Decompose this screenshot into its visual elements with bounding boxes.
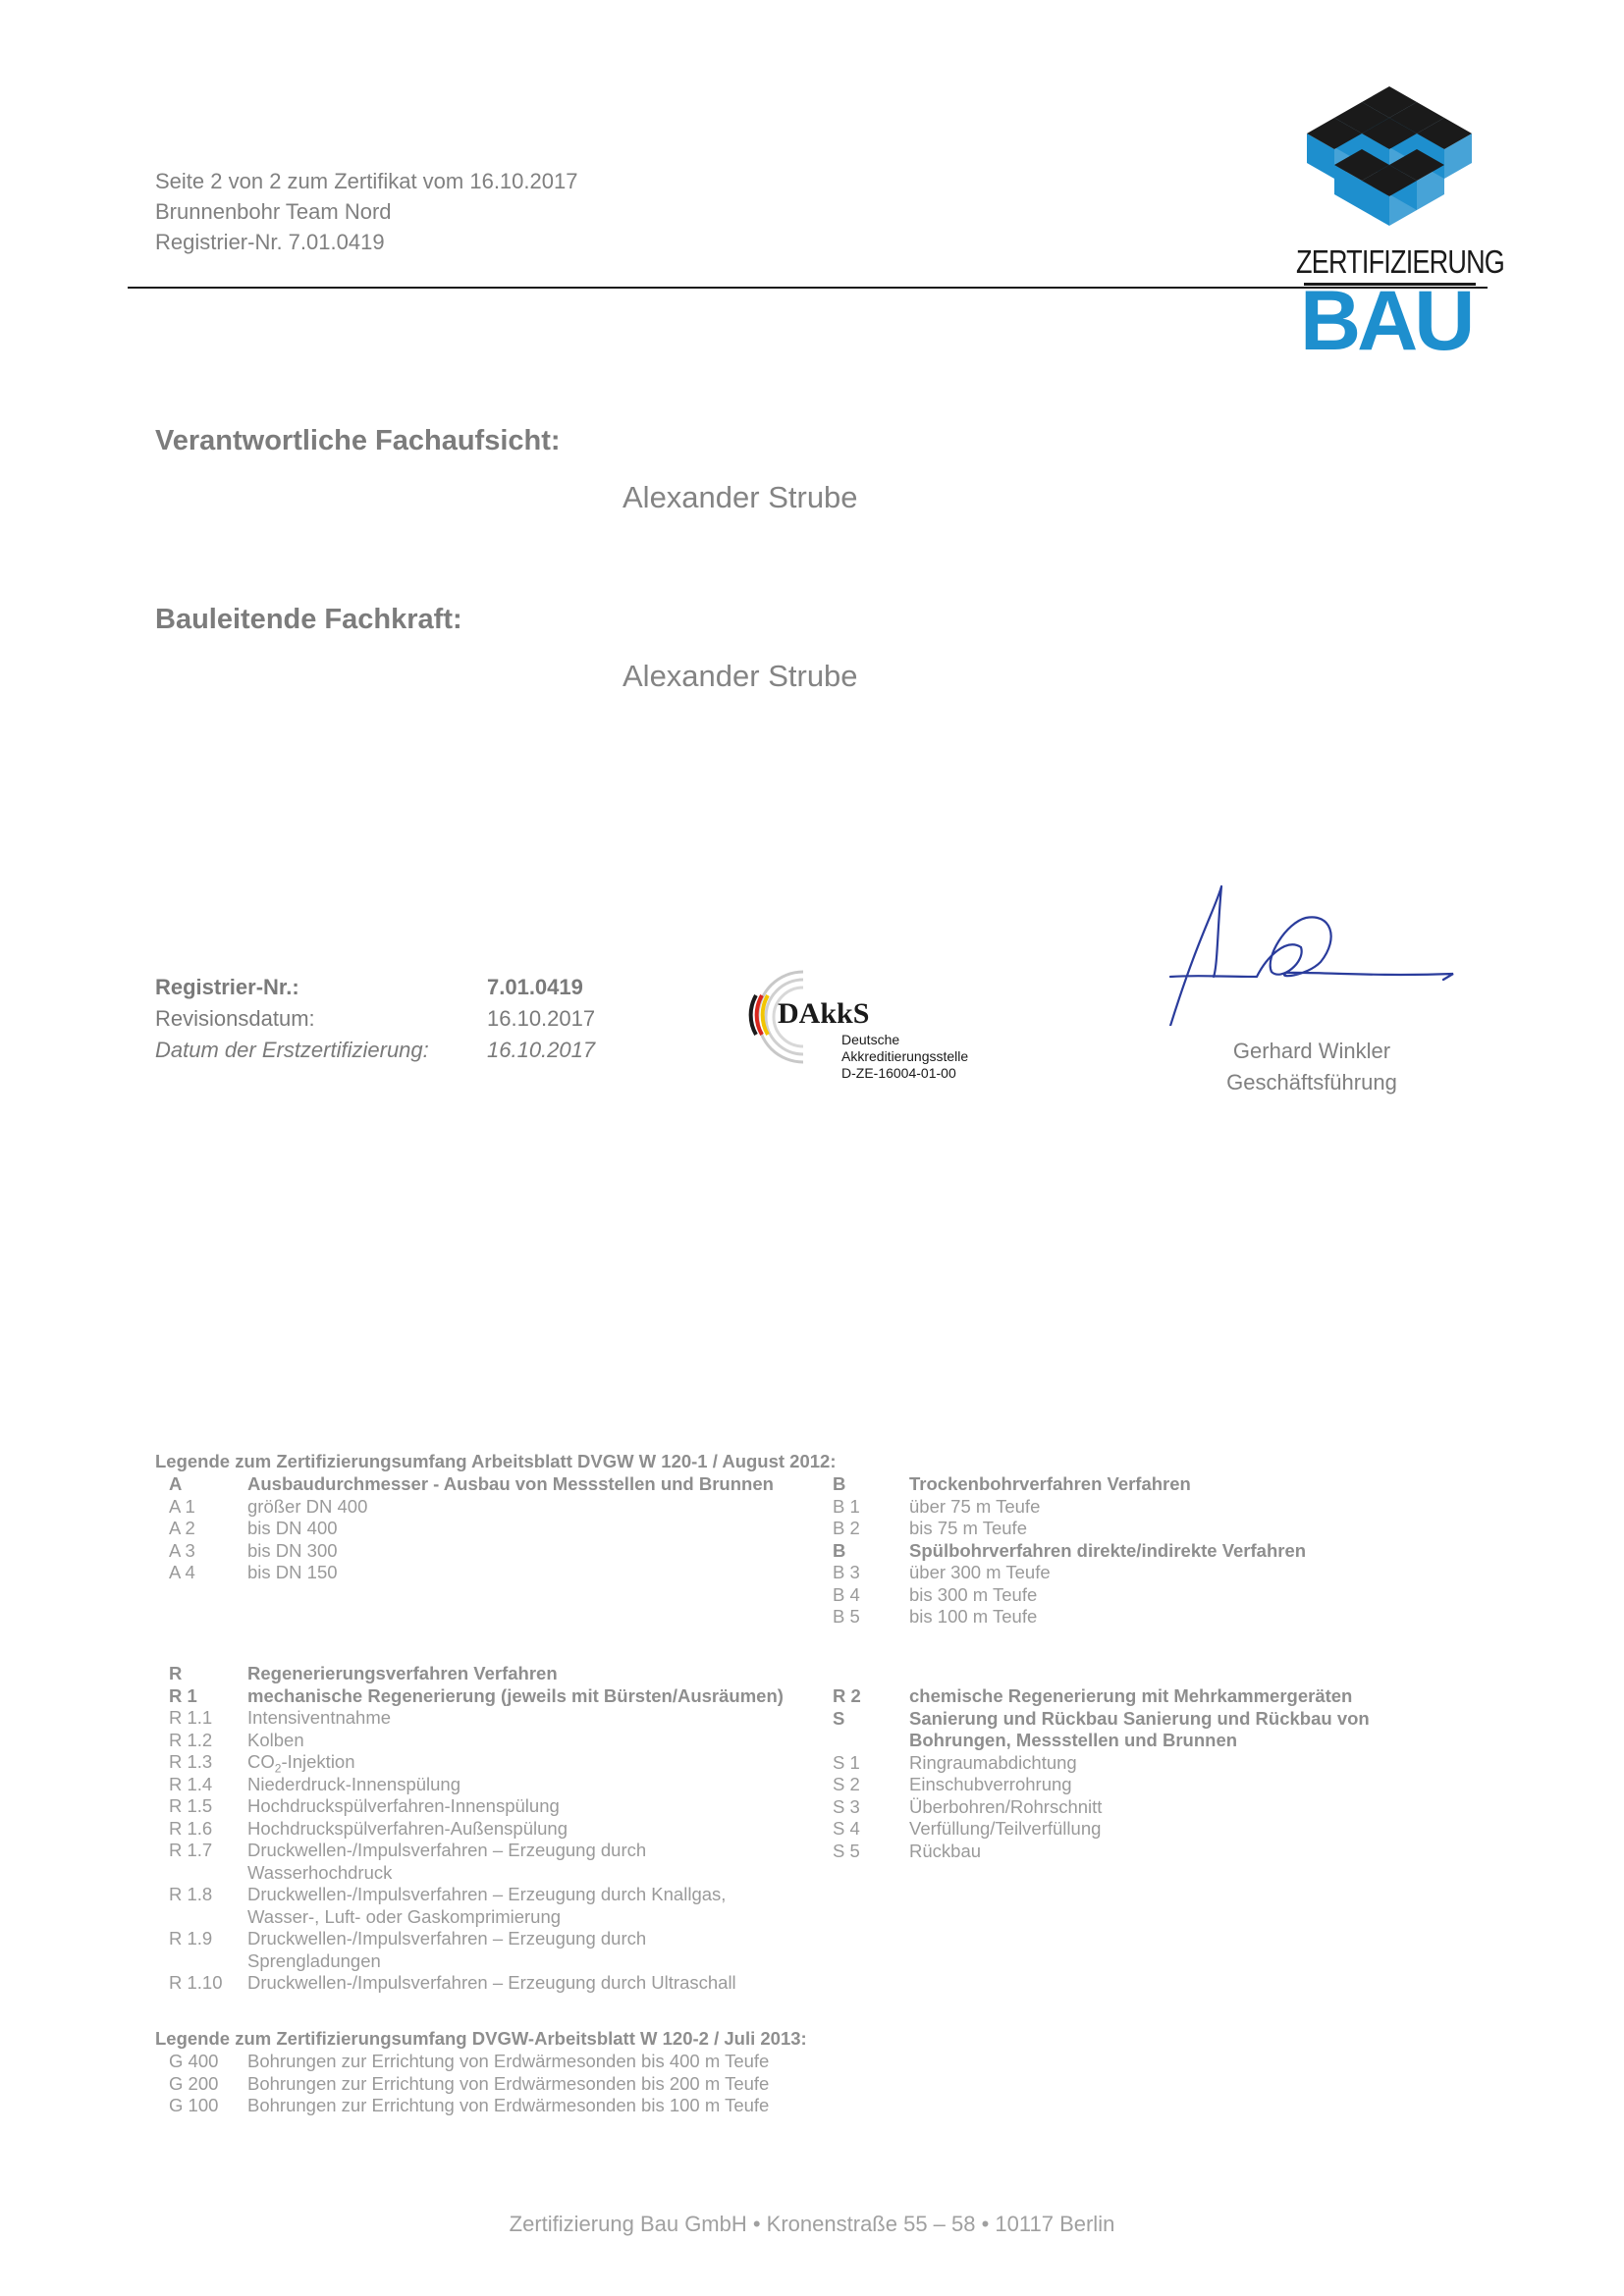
signatory-name: Gerhard Winkler (1232, 1039, 1391, 1063)
legend-item (169, 1795, 856, 1818)
legend-item-text: Ausbaudurchmesser - Ausbau von Messstellen und Brunnen (247, 1473, 774, 1494)
legend-item-text: Bohrungen zur Errichtung von Erdwärmesonden bis 200 m Teufe (247, 2072, 770, 2094)
legend-item-code: B 2 (833, 1518, 860, 1538)
legend-item-text: Sprengladungen (247, 1949, 381, 1971)
legend-item (169, 1496, 856, 1519)
legend-2-list (169, 2051, 1053, 2117)
legend-item (833, 1752, 1422, 1775)
legend-item-text: Bohrungen zur Errichtung von Erdwärmesonden bis 400 m Teufe (247, 2051, 770, 2071)
legend-item (833, 1518, 1422, 1540)
fachaufsicht-label: Verantwortliche Fachaufsicht: (155, 425, 561, 456)
header-company: Brunnenbohr Team Nord (155, 199, 392, 224)
dakks-title: DAkkS (778, 997, 870, 1030)
legend-item (833, 1606, 1422, 1629)
legend-item-text: $CO_2$-Injektion (247, 1751, 355, 1776)
legend-item-code: S 5 (833, 1840, 860, 1861)
legend-item-text: bis DN 150 (247, 1562, 338, 1582)
dakks-line2: Akkreditierungsstelle (841, 1048, 969, 1064)
fachaufsicht-name: Alexander Strube (623, 480, 858, 514)
legend-item-text: bis DN 300 (247, 1539, 338, 1561)
legend-item (169, 2073, 1053, 2096)
legend-item-text: mechanische Regenerierung (jeweils mit Bürsten/Ausräumen) (247, 1684, 784, 1706)
legend-item (833, 1562, 1422, 1584)
legend-item (169, 2051, 1053, 2073)
legend-item-code: S (833, 1707, 845, 1729)
legend-item-code: G 400 (169, 2051, 219, 2071)
legend-item-text: Einschubverrohrung (909, 1774, 1072, 1794)
legend-item-text: Druckwellen-/Impulsverfahren – Erzeugung durch (247, 1928, 647, 1949)
legend-item (833, 1708, 1422, 1731)
legend-item-text: Bohrungen zur Errichtung von Erdwärmesonden bis 100 m Teufe (247, 2095, 770, 2115)
legend-item-code: A 2 (169, 1518, 195, 1538)
header-page-info: Seite 2 von 2 zum Zertifikat vom 16.10.2017 (155, 169, 578, 193)
legend-item-text: chemische Regenerierung mit Mehrkammergeräten (909, 1685, 1353, 1706)
legend-1-right-list (833, 1473, 1422, 1629)
legend-1-regeneration-list (169, 1663, 856, 1995)
zertifizierung-bau-logo (1296, 84, 1505, 369)
dakks-line1: Deutsche (841, 1032, 900, 1047)
legend-item-text: Niederdruck-Innenspülung (247, 1773, 460, 1794)
legend-item-text: Bohrungen, Messstellen und Brunnen (909, 1730, 1238, 1750)
legend-item-code: R 1.2 (169, 1729, 213, 1750)
legend-item-code: A 3 (169, 1539, 195, 1561)
legend-item-text: Trockenbohrverfahren Verfahren (909, 1473, 1191, 1494)
legend-item (169, 1928, 856, 1950)
legend-item (169, 1730, 856, 1752)
registration-value: 7.01.0419 (487, 975, 583, 999)
registration-label: Registrier-Nr.: (155, 975, 299, 999)
legend-item-code: S 2 (833, 1774, 860, 1794)
legend-w120-2 (155, 2028, 1432, 2126)
legend-item (169, 1862, 856, 1885)
revision-date-label: Revisionsdatum: (155, 1006, 315, 1031)
legend-item (169, 1540, 856, 1563)
handwritten-signature (1159, 879, 1463, 1026)
legend-item-code: B 4 (833, 1583, 860, 1605)
signatory-role: Geschäftsführung (1226, 1070, 1397, 1095)
legend-item-text: Verfüllung/Teilverfüllung (909, 1818, 1102, 1839)
legend-item-code: R 1.10 (169, 1972, 223, 1993)
legend-item (833, 1496, 1422, 1519)
first-certification-label: Datum der Erstzertifizierung: (155, 1038, 429, 1062)
legend-item-text: Überbohren/Rohrschnitt (909, 1795, 1103, 1817)
legend-item-text: Regenerierungsverfahren Verfahren (247, 1663, 558, 1683)
legend-item-code: S 3 (833, 1795, 860, 1817)
legend-item (169, 2095, 1053, 2117)
legend-item-code: B (833, 1539, 846, 1561)
legend-item (169, 1473, 856, 1496)
legend-2-title: Legende zum Zertifizierungsumfang DVGW-Arbeitsblatt W 120-2 / Juli 2013: (155, 2028, 807, 2049)
legend-item-code: R 1.5 (169, 1795, 213, 1816)
legend-item-text: bis 75 m Teufe (909, 1518, 1027, 1538)
legend-item-code: B 3 (833, 1562, 860, 1582)
legend-item (169, 1562, 856, 1584)
legend-item-text: Kolben (247, 1729, 304, 1750)
legend-item-code: R 1.8 (169, 1884, 213, 1904)
legend-item (833, 1841, 1422, 1863)
legend-item (169, 1906, 856, 1929)
header-rule (128, 287, 1488, 289)
legend-item-text: größer DN 400 (247, 1495, 368, 1517)
legend-item (169, 1884, 856, 1906)
legend-item (833, 1796, 1422, 1819)
legend-item-code: R (169, 1663, 183, 1683)
legend-item-text: Rückbau (909, 1840, 982, 1861)
legend-item (833, 1685, 1422, 1708)
legend-item-code: G 100 (169, 2095, 219, 2115)
legend-1-title: Legende zum Zertifizierungsumfang Arbeitsblatt DVGW W 120-1 / August 2012: (155, 1451, 837, 1471)
legend-w120-1 (155, 1451, 1432, 2001)
legend-item-code: R 2 (833, 1685, 861, 1706)
legend-item-code: A (169, 1473, 183, 1494)
legend-item-code: R 1.9 (169, 1928, 213, 1949)
legend-item (833, 1774, 1422, 1796)
legend-item (169, 1751, 856, 1774)
legend-item (833, 1730, 1422, 1752)
dakks-logo (746, 966, 1001, 1084)
legend-item-text: Wasser-, Luft- oder Gaskomprimierung (247, 1905, 562, 1927)
legend-item (169, 1972, 856, 1995)
legend-item-code: R 1.4 (169, 1773, 213, 1794)
legend-item-text: über 75 m Teufe (909, 1495, 1041, 1517)
legend-item-code: S 1 (833, 1751, 860, 1773)
legend-item (169, 1774, 856, 1796)
legend-item-text: Sanierung und Rückbau Sanierung und Rückbau von (909, 1707, 1370, 1729)
legend-item-code: R 1.3 (169, 1751, 213, 1772)
legend-item-code: R 1 (169, 1684, 197, 1706)
legend-1-left-list (169, 1473, 856, 1584)
legend-item (833, 1473, 1422, 1496)
legend-item-text: Intensiventnahme (247, 1707, 392, 1728)
legend-item (169, 1840, 856, 1862)
legend-item-code: R 1.6 (169, 1817, 213, 1839)
legend-item (833, 1540, 1422, 1563)
legend-item-text: Druckwellen-/Impulsverfahren – Erzeugung durch Ultraschall (247, 1972, 736, 1993)
legend-item (833, 1818, 1422, 1841)
legend-item (169, 1518, 856, 1540)
dakks-line3: D-ZE-16004-01-00 (841, 1065, 956, 1081)
legend-1-sanierung-list (833, 1685, 1422, 1862)
legend-item (169, 1663, 856, 1685)
revision-date-value: 16.10.2017 (487, 1006, 596, 1031)
bauleitung-name: Alexander Strube (623, 659, 858, 693)
legend-item-code: B (833, 1473, 846, 1494)
legend-item-text: Ringraumabdichtung (909, 1751, 1077, 1773)
legend-item-code: B 1 (833, 1495, 860, 1517)
legend-item-text: Hochdruckspülverfahren-Außenspülung (247, 1817, 568, 1839)
legend-item-code: R 1.7 (169, 1840, 213, 1860)
legend-item-text: Druckwellen-/Impulsverfahren – Erzeugung durch Knallgas, (247, 1884, 727, 1904)
legend-item-text: Spülbohrverfahren direkte/indirekte Verfahren (909, 1539, 1307, 1561)
footer-address: Zertifizierung Bau GmbH • Kronenstraße 55 – 58 • 10117 Berlin (509, 2212, 1115, 2236)
first-certification-value: 16.10.2017 (487, 1038, 596, 1062)
legend-item-text: über 300 m Teufe (909, 1562, 1051, 1582)
legend-item (169, 1950, 856, 1973)
legend-item-code: S 4 (833, 1818, 860, 1839)
legend-item-code: A 1 (169, 1495, 195, 1517)
legend-item (169, 1685, 856, 1708)
legend-item-text: bis 100 m Teufe (909, 1606, 1038, 1627)
logo-word-zertifizierung: ZERTIFIZIERUNG (1296, 243, 1505, 280)
legend-item-code: A 4 (169, 1562, 195, 1582)
legend-item-code: B 5 (833, 1606, 860, 1627)
cube-pattern-icon (1296, 84, 1483, 256)
legend-item (833, 1584, 1422, 1607)
legend-item-text: Wasserhochdruck (247, 1861, 393, 1883)
logo-word-bau: BAU (1300, 274, 1472, 368)
legend-item-code: G 200 (169, 2072, 219, 2094)
legend-item-text: Hochdruckspülverfahren-Innenspülung (247, 1795, 560, 1816)
bauleitung-label: Bauleitende Fachkraft: (155, 604, 462, 635)
legend-item-text: bis 300 m Teufe (909, 1583, 1038, 1605)
legend-item (169, 1818, 856, 1841)
legend-item (169, 1707, 856, 1730)
header-registration: Registrier-Nr. 7.01.0419 (155, 230, 385, 254)
legend-item-text: Druckwellen-/Impulsverfahren – Erzeugung durch (247, 1840, 647, 1860)
legend-item-text: bis DN 400 (247, 1518, 338, 1538)
legend-item-code: R 1.1 (169, 1707, 213, 1728)
